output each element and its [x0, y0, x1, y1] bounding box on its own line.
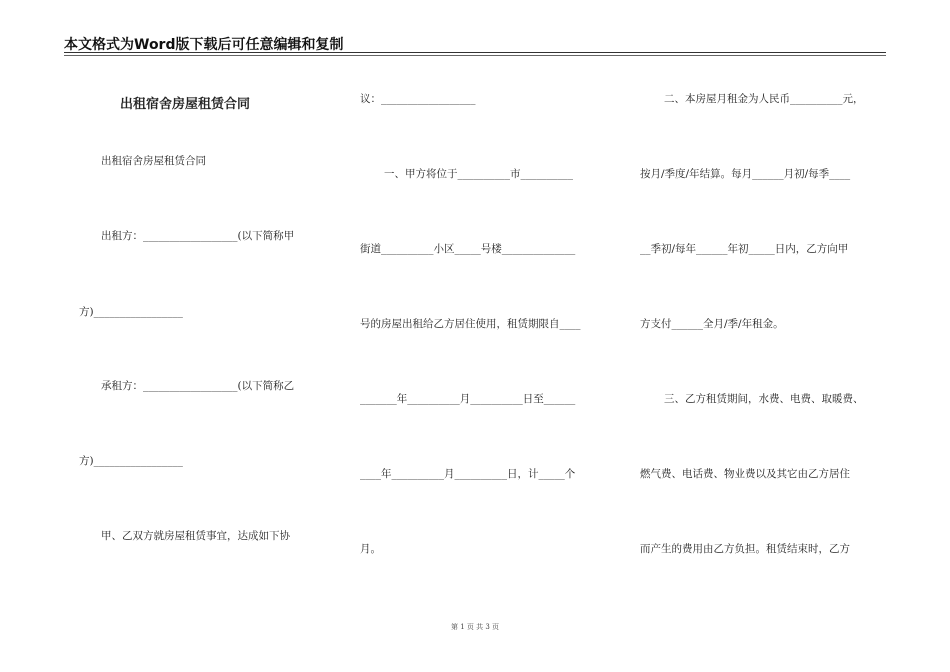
- header-rule-thin: [64, 55, 886, 56]
- col1-line-5: 方)_________________: [79, 455, 183, 467]
- col1-line-2: 出租方：__________________(以下简称甲: [101, 230, 295, 242]
- col2-line-4: 号的房屋出租给乙方居住使用，租赁期限自____: [360, 318, 581, 330]
- col1-line-4: 承租方：__________________(以下简称乙: [101, 380, 295, 392]
- col3-line-3: __季初/每年______年初_____日内，乙方向甲: [640, 243, 849, 255]
- header-rule: [64, 52, 886, 53]
- col3-line-5: 三、乙方租赁期间，水费、电费、取暖费、: [664, 393, 864, 405]
- col3-line-6: 燃气费、电话费、物业费以及其它由乙方居住: [640, 468, 850, 480]
- col1-line-6: 甲、乙双方就房屋租赁事宜，达成如下协: [101, 530, 290, 542]
- col1-line-1: 出租宿舍房屋租赁合同: [101, 155, 206, 167]
- col3-line-7: 而产生的费用由乙方负担。租赁结束时，乙方: [640, 543, 850, 555]
- page-number: 第 1 页 共 3 页: [450, 623, 500, 631]
- col3-line-2: 按月/季度/年结算。每月______月初/每季____: [640, 168, 851, 180]
- col2-line-5: _______年__________月__________日至______: [360, 393, 576, 405]
- document-title: 出租宿舍房屋租赁合同: [120, 97, 251, 112]
- document-header: 本文格式为Word版下载后可任意编辑和复制: [64, 37, 344, 53]
- col2-line-6: ____年__________月__________日，计_____个: [360, 468, 576, 480]
- col1-line-3: 方)_________________: [79, 306, 183, 318]
- col2-line-7: 月。: [360, 543, 381, 555]
- col2-line-1: 议：__________________: [360, 93, 476, 105]
- col3-line-4: 方支付______全月/季/年租金。: [640, 318, 784, 330]
- col2-line-2: 一、甲方将位于__________市__________: [384, 168, 573, 180]
- col2-line-3: 街道__________小区_____号楼______________: [360, 243, 576, 255]
- col3-line-1: 二、本房屋月租金为人民币__________元，: [664, 93, 864, 105]
